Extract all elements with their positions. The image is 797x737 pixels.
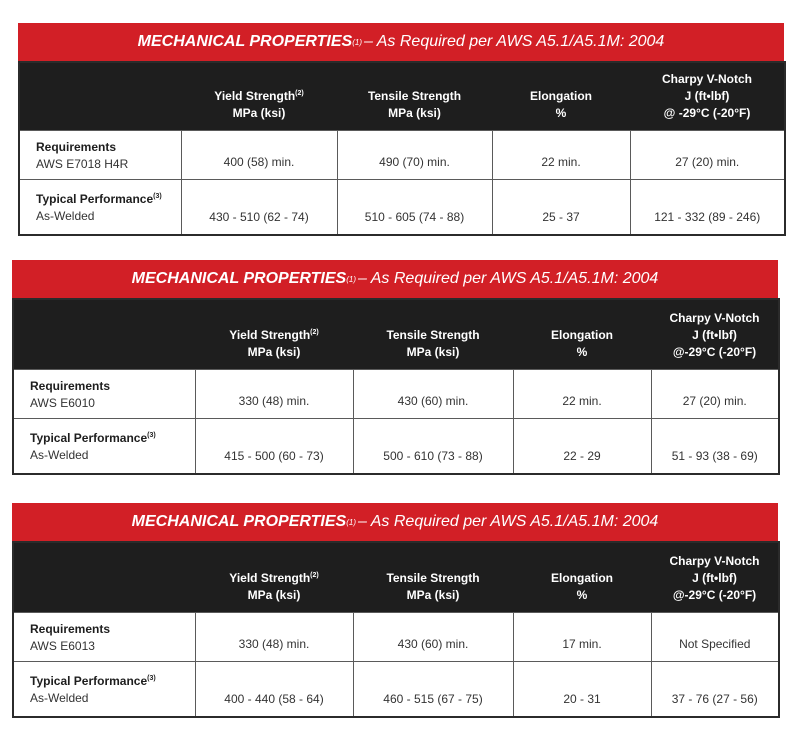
row-label: Requirements AWS E6013 [13, 612, 195, 661]
cell-elongation: 22 min. [513, 369, 651, 418]
banner-footnote: (1) [346, 517, 356, 527]
banner-title: MECHANICAL PROPERTIES [137, 33, 353, 50]
table-row [13, 612, 779, 661]
cell-yield: 330 (48) min. [195, 612, 353, 661]
table-row [19, 130, 785, 179]
banner-footnote: (1) [352, 37, 362, 47]
banner-title: MECHANICAL PROPERTIES [131, 513, 347, 530]
cell-charpy: 51 - 93 (38 - 69) [651, 418, 779, 474]
properties-block-e6013 [12, 503, 778, 718]
section-banner [18, 23, 784, 61]
cell-tensile: 460 - 515 (67 - 75) [353, 661, 513, 717]
banner-subtitle: – As Required per AWS A5.1/A5.1M: 2004 [364, 33, 665, 50]
properties-block-e7018 [18, 23, 784, 236]
section-banner [12, 503, 778, 541]
header-tensile-strength: Tensile Strength MPa (ksi) [353, 542, 513, 612]
cell-tensile: 490 (70) min. [337, 130, 492, 179]
cell-yield: 330 (48) min. [195, 369, 353, 418]
cell-yield: 400 (58) min. [181, 130, 337, 179]
header-yield-strength: Yield Strength$^{(2)}$ MPa (ksi) [181, 62, 337, 130]
mechanical-properties-table [12, 541, 780, 718]
properties-block-e6010 [12, 260, 778, 475]
header-charpy: Charpy V-Notch J (ft•lbf) @-29°C (-20°F) [651, 542, 779, 612]
cell-charpy: 27 (20) min. [651, 369, 779, 418]
table-row [19, 179, 785, 235]
cell-charpy: 121 - 332 (89 - 246) [630, 179, 785, 235]
header-tensile-strength: Tensile Strength MPa (ksi) [337, 62, 492, 130]
row-label: Typical Performance$^{(3)}$ As-Welded [13, 418, 195, 474]
cell-yield: 415 - 500 (60 - 73) [195, 418, 353, 474]
cell-elongation: 17 min. [513, 612, 651, 661]
mechanical-properties-table [12, 298, 780, 475]
corner-header [13, 542, 195, 612]
header-yield-strength: Yield Strength$^{(2)}$ MPa (ksi) [195, 299, 353, 369]
banner-footnote: (1) [346, 274, 356, 284]
banner-subtitle: – As Required per AWS A5.1/A5.1M: 2004 [358, 513, 659, 530]
header-elongation: Elongation % [513, 542, 651, 612]
table-row [13, 369, 779, 418]
section-banner [12, 260, 778, 298]
cell-tensile: 430 (60) min. [353, 369, 513, 418]
row-label: Typical Performance$^{(3)}$ As-Welded [19, 179, 181, 235]
corner-header [13, 299, 195, 369]
table-row [13, 418, 779, 474]
header-elongation: Elongation % [513, 299, 651, 369]
header-yield-strength: Yield Strength$^{(2)}$ MPa (ksi) [195, 542, 353, 612]
row-label: Typical Performance$^{(3)}$ As-Welded [13, 661, 195, 717]
cell-elongation: 20 - 31 [513, 661, 651, 717]
header-charpy: Charpy V-Notch J (ft•lbf) @-29°C (-20°F) [651, 299, 779, 369]
row-label: Requirements AWS E6010 [13, 369, 195, 418]
header-tensile-strength: Tensile Strength MPa (ksi) [353, 299, 513, 369]
cell-elongation: 22 min. [492, 130, 630, 179]
cell-charpy: 37 - 76 (27 - 56) [651, 661, 779, 717]
cell-elongation: 25 - 37 [492, 179, 630, 235]
cell-yield: 430 - 510 (62 - 74) [181, 179, 337, 235]
table-row [13, 661, 779, 717]
header-elongation: Elongation % [492, 62, 630, 130]
cell-yield: 400 - 440 (58 - 64) [195, 661, 353, 717]
cell-charpy: 27 (20) min. [630, 130, 785, 179]
cell-tensile: 500 - 610 (73 - 88) [353, 418, 513, 474]
mechanical-properties-table [18, 61, 786, 236]
banner-title: MECHANICAL PROPERTIES [131, 270, 347, 287]
cell-tensile: 430 (60) min. [353, 612, 513, 661]
banner-subtitle: – As Required per AWS A5.1/A5.1M: 2004 [358, 270, 659, 287]
row-label: Requirements AWS E7018 H4R [19, 130, 181, 179]
cell-elongation: 22 - 29 [513, 418, 651, 474]
corner-header [19, 62, 181, 130]
cell-charpy: Not Specified [651, 612, 779, 661]
cell-tensile: 510 - 605 (74 - 88) [337, 179, 492, 235]
header-charpy: Charpy V-Notch J (ft•lbf) @ -29°C (-20°F) [630, 62, 785, 130]
